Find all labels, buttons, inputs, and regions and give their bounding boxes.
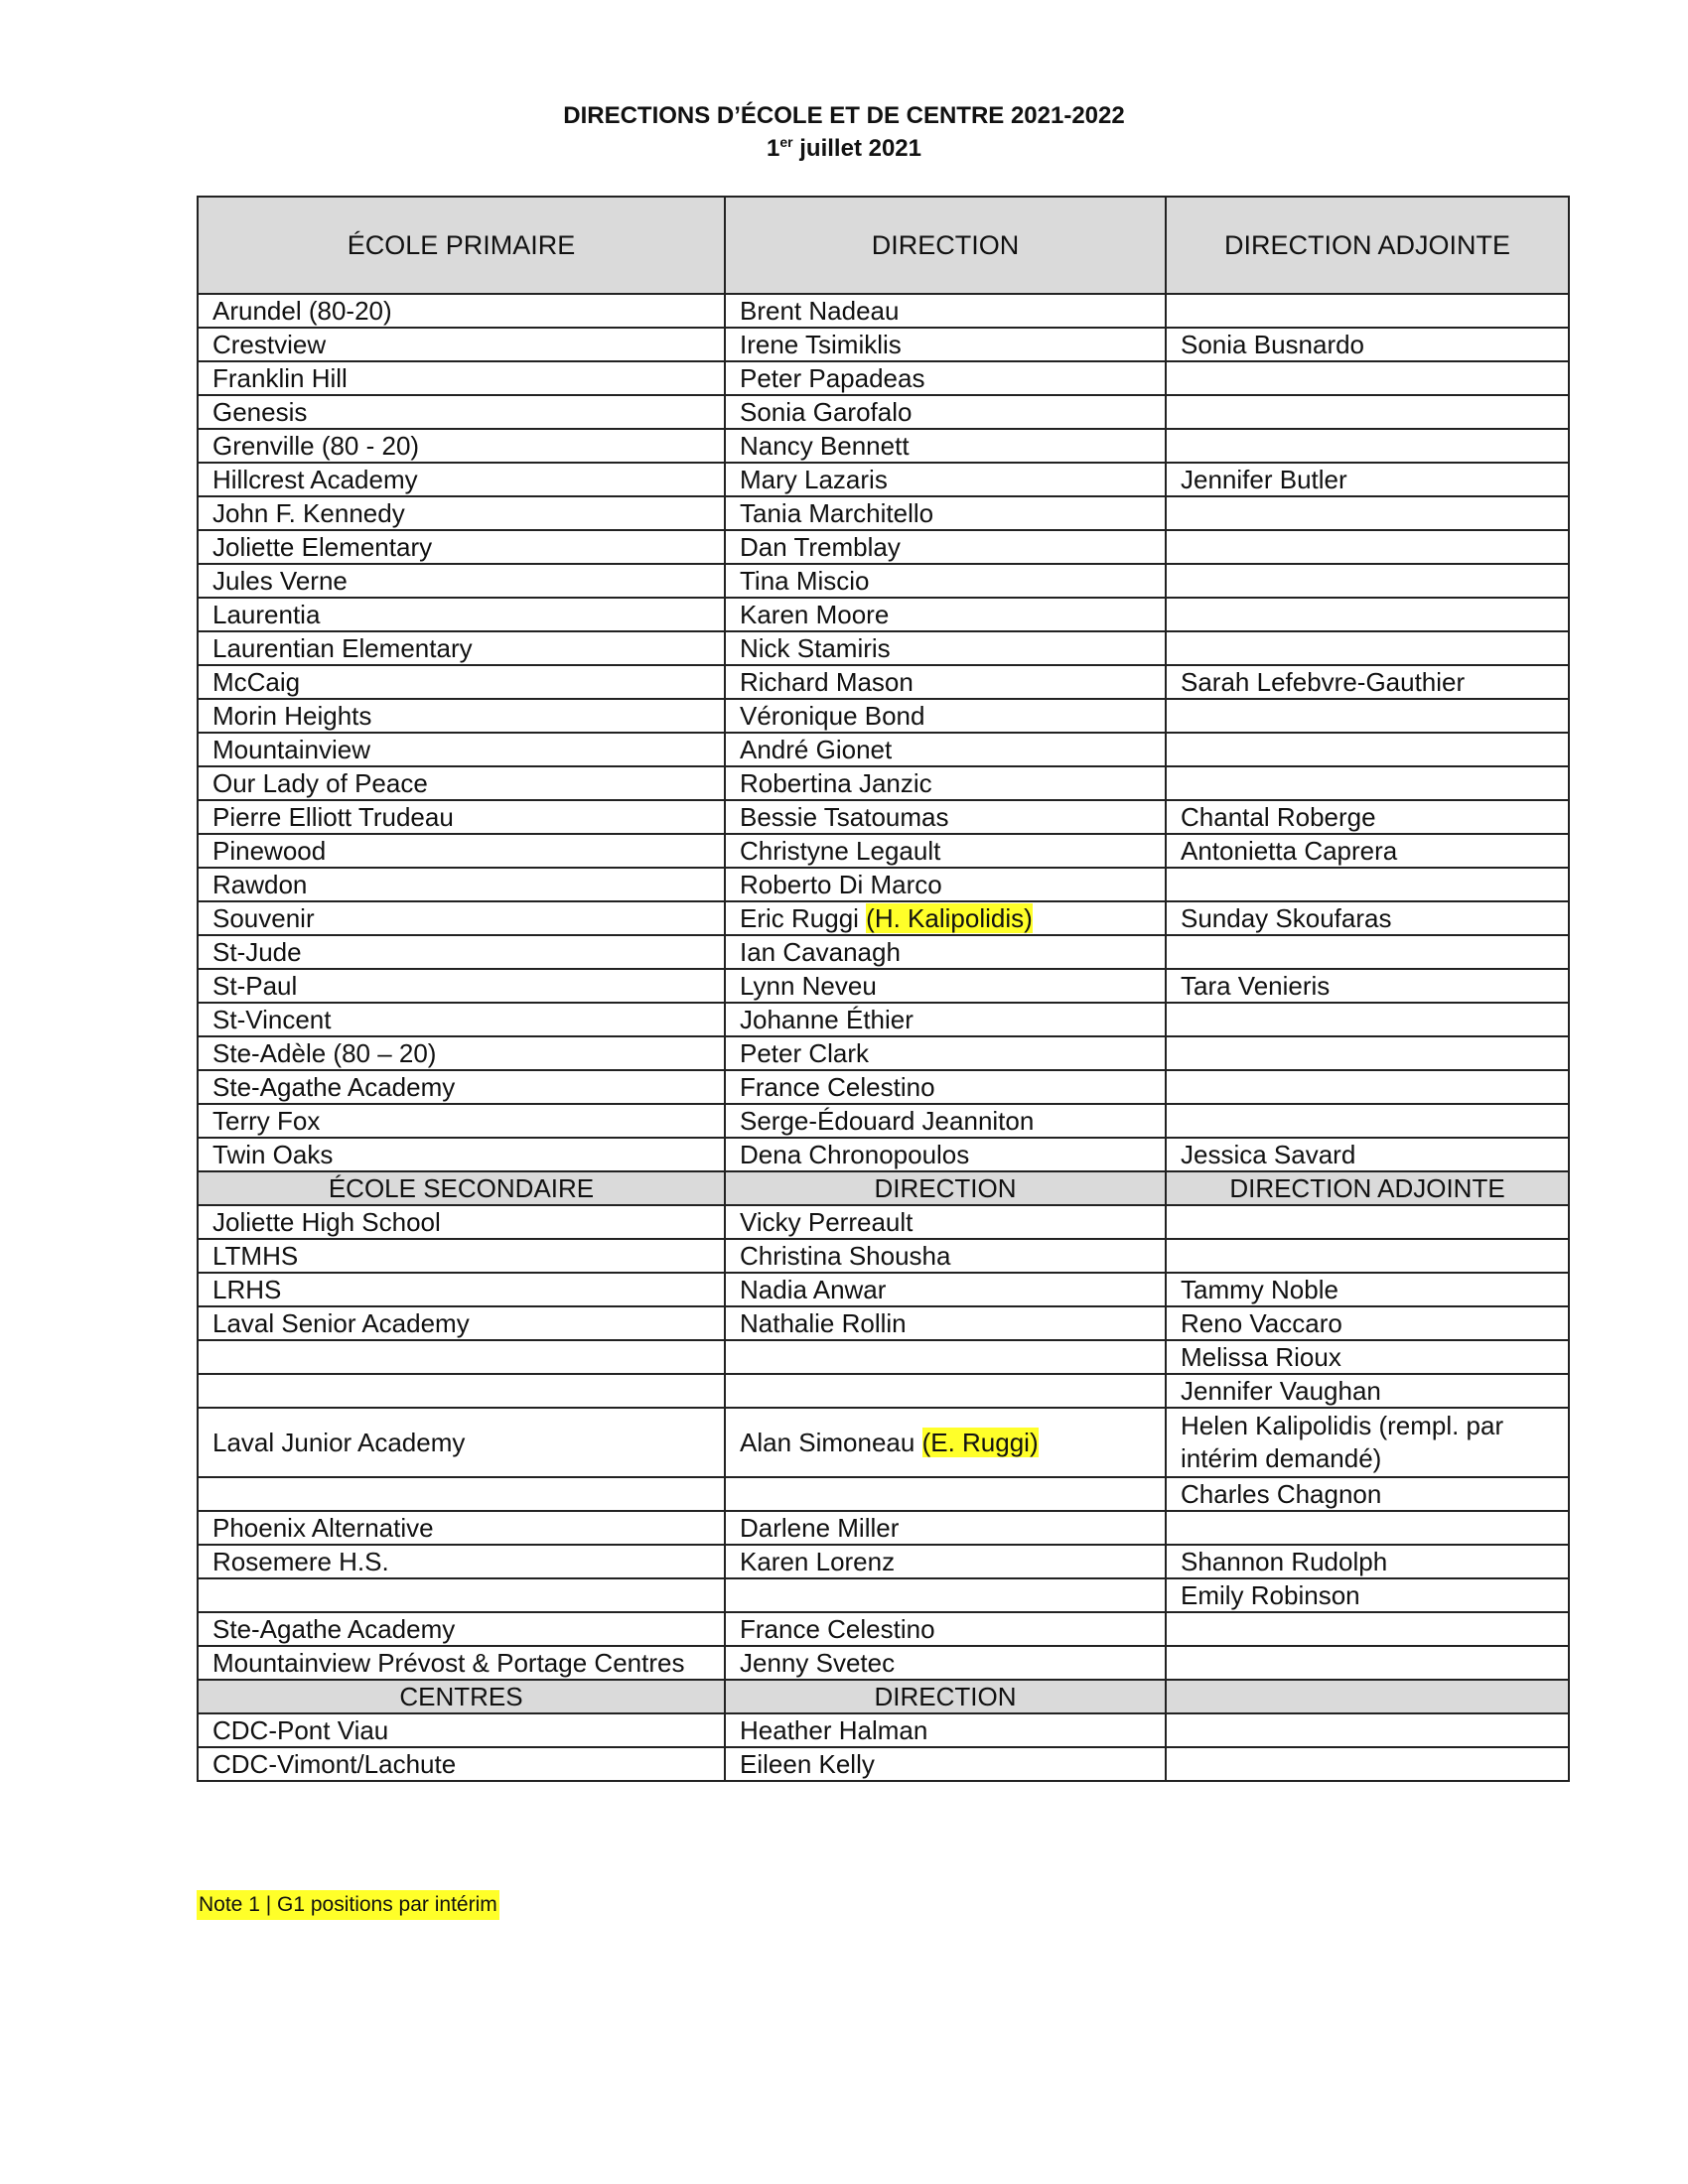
table-row — [198, 395, 1569, 429]
header-adjoint: DIRECTION ADJOINTE — [1166, 197, 1569, 294]
adjoint-cell: Sonia Busnardo — [1166, 328, 1569, 361]
school-cell: Ste-Adèle (80 – 20) — [198, 1036, 725, 1070]
adjoint-cell — [1166, 1612, 1569, 1646]
direction-cell — [725, 1003, 1166, 1036]
director-name: Nadia Anwar — [740, 1275, 887, 1304]
director-name: Nancy Bennett — [740, 431, 910, 461]
school-cell: Mountainview Prévost & Portage Centres — [198, 1646, 725, 1680]
director-name: France Celestino — [740, 1072, 935, 1102]
adjoint-cell — [1166, 935, 1569, 969]
direction-cell — [725, 1713, 1166, 1747]
header-adjoint — [1166, 1680, 1569, 1713]
school-cell — [198, 1477, 725, 1511]
table-row — [198, 1477, 1569, 1511]
adjoint-cell — [1166, 530, 1569, 564]
director-name: Karen Moore — [740, 600, 890, 629]
direction-cell — [725, 328, 1166, 361]
school-cell: Genesis — [198, 395, 725, 429]
table-row — [198, 631, 1569, 665]
adjoint-cell — [1166, 699, 1569, 733]
table-row — [198, 564, 1569, 598]
direction-cell — [725, 1374, 1166, 1408]
direction-cell — [725, 1646, 1166, 1680]
table-row — [198, 766, 1569, 800]
school-cell: CDC-Vimont/Lachute — [198, 1747, 725, 1781]
adjoint-cell: Jennifer Vaughan — [1166, 1374, 1569, 1408]
adjoint-cell — [1166, 429, 1569, 463]
adjoint-cell — [1166, 1747, 1569, 1781]
table-row — [198, 1612, 1569, 1646]
adjoint-cell: Jennifer Butler — [1166, 463, 1569, 496]
director-name: Alan Simoneau — [740, 1428, 922, 1457]
adjoint-cell — [1166, 1003, 1569, 1036]
director-name: Peter Clark — [740, 1038, 870, 1068]
table-row — [198, 800, 1569, 834]
table-row — [198, 1239, 1569, 1273]
table-body — [198, 197, 1569, 1781]
header-school: ÉCOLE PRIMAIRE — [198, 197, 725, 294]
direction-cell — [725, 868, 1166, 901]
adjoint-cell: Helen Kalipolidis (rempl. par intérim demandé) — [1166, 1408, 1569, 1477]
direction-cell — [725, 901, 1166, 935]
direction-cell — [725, 631, 1166, 665]
adjoint-cell — [1166, 361, 1569, 395]
school-cell: Joliette Elementary — [198, 530, 725, 564]
school-cell — [198, 1340, 725, 1374]
director-name: Peter Papadeas — [740, 363, 925, 393]
director-name: Brent Nadeau — [740, 296, 900, 326]
direction-cell — [725, 1340, 1166, 1374]
direction-cell — [725, 395, 1166, 429]
direction-cell — [725, 1545, 1166, 1578]
direction-cell — [725, 361, 1166, 395]
direction-cell — [725, 598, 1166, 631]
table-row — [198, 699, 1569, 733]
table-row — [198, 969, 1569, 1003]
table-row — [198, 463, 1569, 496]
adjoint-cell: Melissa Rioux — [1166, 1340, 1569, 1374]
school-cell: St-Paul — [198, 969, 725, 1003]
adjoint-cell — [1166, 1070, 1569, 1104]
table-row — [198, 834, 1569, 868]
footnote: Note 1 | G1 positions par intérim — [197, 1890, 499, 1920]
table-row — [198, 294, 1569, 328]
table-row — [198, 1747, 1569, 1781]
direction-cell — [725, 699, 1166, 733]
table-row — [198, 1408, 1569, 1477]
director-name: Johanne Éthier — [740, 1005, 914, 1034]
director-name: Richard Mason — [740, 667, 914, 697]
table-row — [198, 1138, 1569, 1171]
table-row — [198, 1036, 1569, 1070]
table-row — [198, 1545, 1569, 1578]
direction-cell — [725, 1511, 1166, 1545]
school-cell: Arundel (80-20) — [198, 294, 725, 328]
header-direction: DIRECTION — [725, 1171, 1166, 1205]
adjoint-cell — [1166, 733, 1569, 766]
adjoint-cell: Sarah Lefebvre-Gauthier — [1166, 665, 1569, 699]
section-header-row — [198, 197, 1569, 294]
director-name: Lynn Neveu — [740, 971, 877, 1001]
school-cell: Laval Senior Academy — [198, 1306, 725, 1340]
interim-director-highlight: (E. Ruggi) — [921, 1428, 1039, 1457]
direction-cell — [725, 1408, 1166, 1477]
school-cell: Laurentia — [198, 598, 725, 631]
school-cell: Pierre Elliott Trudeau — [198, 800, 725, 834]
school-cell: Our Lady of Peace — [198, 766, 725, 800]
table-row — [198, 1578, 1569, 1612]
school-cell: Rawdon — [198, 868, 725, 901]
director-name: Jenny Svetec — [740, 1648, 896, 1678]
director-name: Dan Tremblay — [740, 532, 901, 562]
director-name: Sonia Garofalo — [740, 397, 913, 427]
table-row — [198, 361, 1569, 395]
director-name: France Celestino — [740, 1614, 935, 1644]
adjoint-cell — [1166, 1036, 1569, 1070]
header-direction: DIRECTION — [725, 197, 1166, 294]
table-row — [198, 1713, 1569, 1747]
direction-cell — [725, 665, 1166, 699]
table-row — [198, 665, 1569, 699]
adjoint-cell — [1166, 766, 1569, 800]
adjoint-cell: Charles Chagnon — [1166, 1477, 1569, 1511]
directors-table — [197, 196, 1570, 1782]
title-date — [0, 132, 1688, 165]
table-row — [198, 1003, 1569, 1036]
date-superscript: er — [779, 134, 793, 150]
director-name: Heather Halman — [740, 1715, 928, 1745]
school-cell: CDC-Pont Viau — [198, 1713, 725, 1747]
direction-cell — [725, 530, 1166, 564]
table-row — [198, 530, 1569, 564]
direction-cell — [725, 1612, 1166, 1646]
direction-cell — [725, 1239, 1166, 1273]
school-cell: John F. Kennedy — [198, 496, 725, 530]
adjoint-cell — [1166, 294, 1569, 328]
adjoint-cell — [1166, 1511, 1569, 1545]
table-row — [198, 1273, 1569, 1306]
table-row — [198, 1306, 1569, 1340]
table-row — [198, 733, 1569, 766]
adjoint-cell — [1166, 868, 1569, 901]
table-row — [198, 1511, 1569, 1545]
school-cell — [198, 1578, 725, 1612]
director-name: Véronique Bond — [740, 701, 925, 731]
table-row — [198, 429, 1569, 463]
section-header-row — [198, 1171, 1569, 1205]
director-name: Christyne Legault — [740, 836, 941, 866]
director-name: Serge-Édouard Jeanniton — [740, 1106, 1035, 1136]
adjoint-cell — [1166, 1646, 1569, 1680]
school-cell: Souvenir — [198, 901, 725, 935]
director-name: Christina Shousha — [740, 1241, 951, 1271]
school-cell: Morin Heights — [198, 699, 725, 733]
adjoint-cell — [1166, 1104, 1569, 1138]
director-name: Tina Miscio — [740, 566, 870, 596]
adjoint-cell: Shannon Rudolph — [1166, 1545, 1569, 1578]
direction-cell — [725, 1036, 1166, 1070]
table-row — [198, 496, 1569, 530]
adjoint-cell: Tammy Noble — [1166, 1273, 1569, 1306]
director-name: Dena Chronopoulos — [740, 1140, 970, 1169]
adjoint-cell: Jessica Savard — [1166, 1138, 1569, 1171]
director-name: Ian Cavanagh — [740, 937, 901, 967]
adjoint-cell: Antonietta Caprera — [1166, 834, 1569, 868]
direction-cell — [725, 1104, 1166, 1138]
document-title — [0, 99, 1688, 165]
direction-cell — [725, 935, 1166, 969]
direction-cell — [725, 1306, 1166, 1340]
school-cell: Pinewood — [198, 834, 725, 868]
table-row — [198, 1104, 1569, 1138]
title-line: DIRECTIONS D’ÉCOLE ET DE CENTRE 2021-2022 — [563, 102, 1125, 129]
table-row — [198, 935, 1569, 969]
school-cell: McCaig — [198, 665, 725, 699]
direction-cell — [725, 1070, 1166, 1104]
direction-cell — [725, 1477, 1166, 1511]
school-cell: Grenville (80 - 20) — [198, 429, 725, 463]
school-cell: LRHS — [198, 1273, 725, 1306]
director-name: Nathalie Rollin — [740, 1308, 907, 1338]
director-name: Karen Lorenz — [740, 1547, 896, 1576]
school-cell: Crestview — [198, 328, 725, 361]
director-name: Eileen Kelly — [740, 1749, 875, 1779]
director-name: André Gionet — [740, 735, 893, 764]
director-name: Mary Lazaris — [740, 465, 888, 494]
direction-cell — [725, 800, 1166, 834]
date-day: 1 — [767, 135, 780, 162]
school-cell: Joliette High School — [198, 1205, 725, 1239]
adjoint-cell: Sunday Skoufaras — [1166, 901, 1569, 935]
direction-cell — [725, 564, 1166, 598]
school-cell: LTMHS — [198, 1239, 725, 1273]
adjoint-cell — [1166, 496, 1569, 530]
direction-cell — [725, 969, 1166, 1003]
direction-cell — [725, 294, 1166, 328]
school-cell: Rosemere H.S. — [198, 1545, 725, 1578]
interim-director-highlight: (H. Kalipolidis) — [866, 903, 1033, 933]
direction-cell — [725, 463, 1166, 496]
adjoint-cell — [1166, 1713, 1569, 1747]
table-row — [198, 1374, 1569, 1408]
school-cell: Laval Junior Academy — [198, 1408, 725, 1477]
adjoint-cell: Tara Venieris — [1166, 969, 1569, 1003]
direction-cell — [725, 429, 1166, 463]
director-name: Vicky Perreault — [740, 1207, 914, 1237]
director-name: Bessie Tsatoumas — [740, 802, 949, 832]
header-adjoint: DIRECTION ADJOINTE — [1166, 1171, 1569, 1205]
table-row — [198, 1646, 1569, 1680]
adjoint-cell — [1166, 564, 1569, 598]
school-cell: Laurentian Elementary — [198, 631, 725, 665]
director-name: Roberto Di Marco — [740, 870, 942, 899]
school-cell: St-Jude — [198, 935, 725, 969]
direction-cell — [725, 1578, 1166, 1612]
school-cell: St-Vincent — [198, 1003, 725, 1036]
direction-cell — [725, 1273, 1166, 1306]
table-row — [198, 1340, 1569, 1374]
director-name: Tania Marchitello — [740, 498, 934, 528]
adjoint-cell: Chantal Roberge — [1166, 800, 1569, 834]
adjoint-cell: Reno Vaccaro — [1166, 1306, 1569, 1340]
school-cell: Mountainview — [198, 733, 725, 766]
table-row — [198, 328, 1569, 361]
school-cell: Jules Verne — [198, 564, 725, 598]
director-name: Darlene Miller — [740, 1513, 900, 1543]
director-name: Nick Stamiris — [740, 633, 891, 663]
header-school: CENTRES — [198, 1680, 725, 1713]
director-name: Eric Ruggi — [740, 903, 867, 933]
director-name: Robertina Janzic — [740, 768, 932, 798]
school-cell: Ste-Agathe Academy — [198, 1070, 725, 1104]
direction-cell — [725, 1205, 1166, 1239]
direction-cell — [725, 834, 1166, 868]
adjoint-cell — [1166, 598, 1569, 631]
table-row — [198, 901, 1569, 935]
school-cell: Franklin Hill — [198, 361, 725, 395]
school-cell — [198, 1374, 725, 1408]
direction-cell — [725, 766, 1166, 800]
direction-cell — [725, 496, 1166, 530]
table-row — [198, 868, 1569, 901]
header-direction: DIRECTION — [725, 1680, 1166, 1713]
school-cell: Ste-Agathe Academy — [198, 1612, 725, 1646]
header-school: ÉCOLE SECONDAIRE — [198, 1171, 725, 1205]
table-row — [198, 1070, 1569, 1104]
adjoint-cell — [1166, 1205, 1569, 1239]
adjoint-cell: Emily Robinson — [1166, 1578, 1569, 1612]
direction-cell — [725, 1138, 1166, 1171]
direction-cell — [725, 1747, 1166, 1781]
school-cell: Phoenix Alternative — [198, 1511, 725, 1545]
school-cell: Terry Fox — [198, 1104, 725, 1138]
date-rest: juillet 2021 — [792, 135, 921, 162]
direction-cell — [725, 733, 1166, 766]
table-row — [198, 1205, 1569, 1239]
school-cell: Twin Oaks — [198, 1138, 725, 1171]
adjoint-cell — [1166, 1239, 1569, 1273]
school-cell: Hillcrest Academy — [198, 463, 725, 496]
table-row — [198, 598, 1569, 631]
section-header-row — [198, 1680, 1569, 1713]
adjoint-cell — [1166, 395, 1569, 429]
director-name: Irene Tsimiklis — [740, 330, 902, 359]
adjoint-cell — [1166, 631, 1569, 665]
